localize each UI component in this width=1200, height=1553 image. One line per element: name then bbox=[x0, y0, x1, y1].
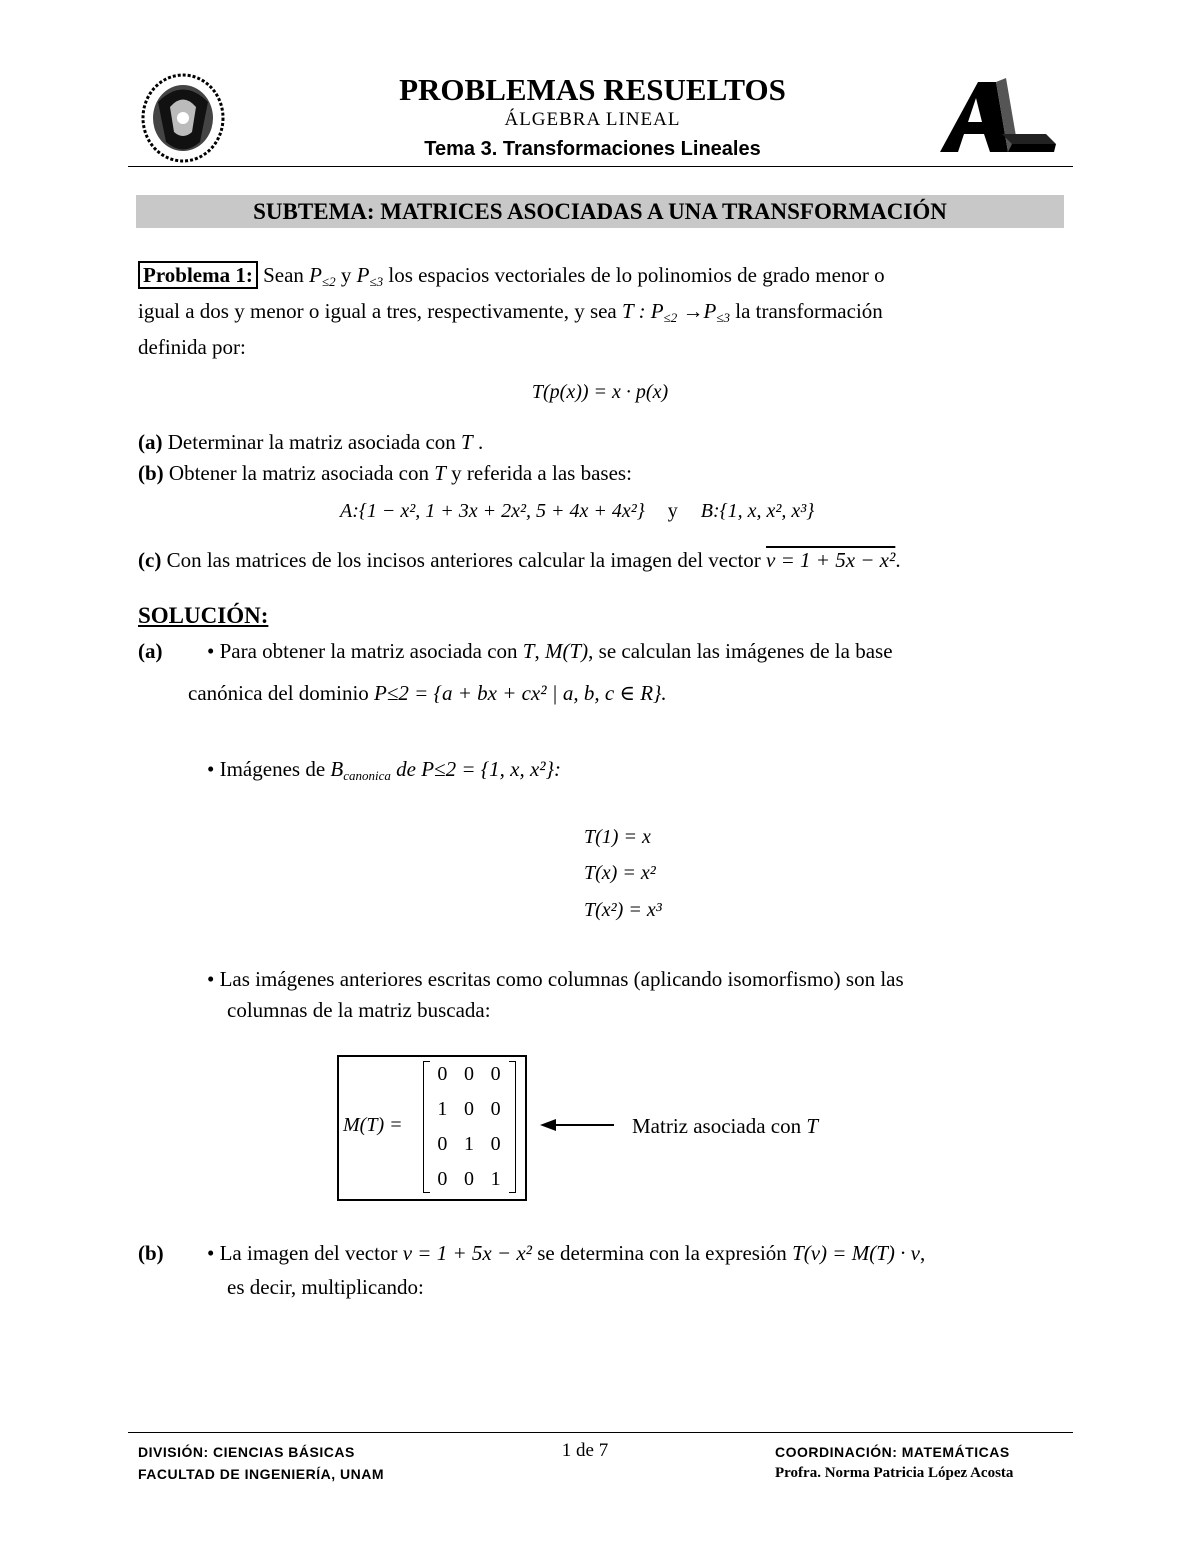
part-a: (a) Determinar la matriz asociada con T . bbox=[138, 430, 484, 454]
header-title: PROBLEMAS RESUELTOS bbox=[399, 72, 786, 107]
matrix-row: 0 0 0 bbox=[437, 1063, 501, 1085]
image-tx2: T(x²) = x³ bbox=[584, 899, 662, 921]
arrow-left-icon bbox=[540, 1117, 615, 1133]
solution-a-bullet-3: • Las imágenes anteriores escritas como columnas (aplicando isomorfismo) son las bbox=[207, 967, 904, 991]
space-p3: $P_{\le 3}$ bbox=[356, 263, 384, 289]
solution-a-label: (a) bbox=[138, 639, 163, 663]
problem-intro-3: los espacios vectoriales de lo polinomios de grado menor o bbox=[388, 263, 885, 287]
solution-a-bullet-1: • Para obtener la matriz asociada con T, M(T), se calculan las imágenes de la base bbox=[207, 639, 893, 663]
footer-left-1: DIVISIÓN: CIENCIAS BÁSICAS bbox=[138, 1444, 355, 1460]
matrix-row: 1 0 0 bbox=[437, 1098, 501, 1120]
problem-line-2: igual a dos y menor o igual a tres, respectivamente, y sea T : $P_{\le 2} \to P_{\le 3}$ la transformación bbox=[138, 299, 883, 325]
footer-rule bbox=[128, 1432, 1073, 1433]
subtopic-banner: SUBTEMA: MATRICES ASOCIADAS A UNA TRANSFORMACIÓN bbox=[136, 195, 1064, 228]
image-t1: T(1) = x bbox=[584, 826, 651, 848]
solution-heading: SOLUCIÓN: bbox=[138, 603, 269, 628]
vector-v-b: v = 1 + 5x − x² bbox=[402, 1241, 532, 1265]
header-rule bbox=[128, 166, 1073, 167]
basis-a: A:{1 − x², 1 + 3x + 2x², 5 + 4x + 4x²} bbox=[340, 500, 645, 522]
solution-a-bullet-2: • Imágenes de $B_{canonica}$ de P≤2 = {1, x, x²}: bbox=[207, 757, 561, 783]
vector-v: v = 1 + 5x − x² bbox=[766, 548, 896, 572]
header-subject: ÁLGEBRA LINEAL bbox=[504, 109, 681, 130]
part-c: (c) Con las matrices de los incisos anteriores calcular la imagen del vector v = 1 + 5x − x². bbox=[138, 548, 901, 572]
solution-a-bullet-3-cont: columnas de la matriz buscada: bbox=[227, 998, 491, 1022]
problem-intro-1: Sean bbox=[263, 263, 304, 287]
footer-right-2: Profra. Norma Patricia López Acosta bbox=[775, 1465, 1014, 1481]
footer-left-2: FACULTAD DE INGENIERÍA, UNAM bbox=[138, 1466, 385, 1482]
solution-b-line-2: es decir, multiplicando: bbox=[227, 1275, 424, 1299]
problem-label: Problema 1: bbox=[138, 261, 258, 289]
header-topic: Tema 3. Transformaciones Lineales bbox=[424, 138, 761, 160]
page-number: 1 de 7 bbox=[561, 1440, 609, 1461]
arrow-caption: Matriz asociada con T bbox=[632, 1114, 819, 1138]
matrix-grid bbox=[429, 1063, 509, 1203]
problem-intro-2: y bbox=[340, 263, 352, 287]
space-p2: $P_{\le 2}$ bbox=[309, 263, 336, 289]
bases-line: A:{1 − x², 1 + 3x + 2x², 5 + 4x + 4x²} y B:{1, x, x², x³} bbox=[340, 500, 815, 522]
matrix-box bbox=[337, 1055, 527, 1201]
matrix-row: 0 1 0 bbox=[437, 1133, 501, 1155]
definition-equation: T(p(x)) = x · p(x) bbox=[531, 381, 669, 403]
algebra-logo bbox=[938, 78, 1062, 158]
footer-right-1: COORDINACIÓN: MATEMÁTICAS bbox=[775, 1444, 1010, 1460]
image-tx: T(x) = x² bbox=[584, 862, 656, 884]
problem-line-3: definida por: bbox=[138, 335, 246, 359]
matrix-row: 0 0 1 bbox=[437, 1168, 501, 1190]
solution-b-line-1: • La imagen del vector v = 1 + 5x − x² se determina con la expresión T(v) = M(T) · v, bbox=[207, 1241, 926, 1265]
solution-a-bullet-1-cont: canónica del dominio P≤2 = {a + bx + cx² | a, b, c ∈ R}. bbox=[188, 681, 667, 705]
expression-tv: T(v) = M(T) · v bbox=[792, 1241, 920, 1265]
matrix-label: M(T) = bbox=[343, 1114, 403, 1136]
solution-b-label: (b) bbox=[138, 1241, 164, 1265]
part-b: (b) Obtener la matriz asociada con T y referida a las bases: bbox=[138, 461, 632, 485]
matrix-bracket-right bbox=[509, 1061, 516, 1193]
problem-line-1 bbox=[138, 258, 1068, 299]
basis-b: B:{1, x, x², x³} bbox=[700, 500, 815, 522]
map-t: T : $P_{\le 2} \to P_{\le 3}$ bbox=[622, 299, 730, 325]
